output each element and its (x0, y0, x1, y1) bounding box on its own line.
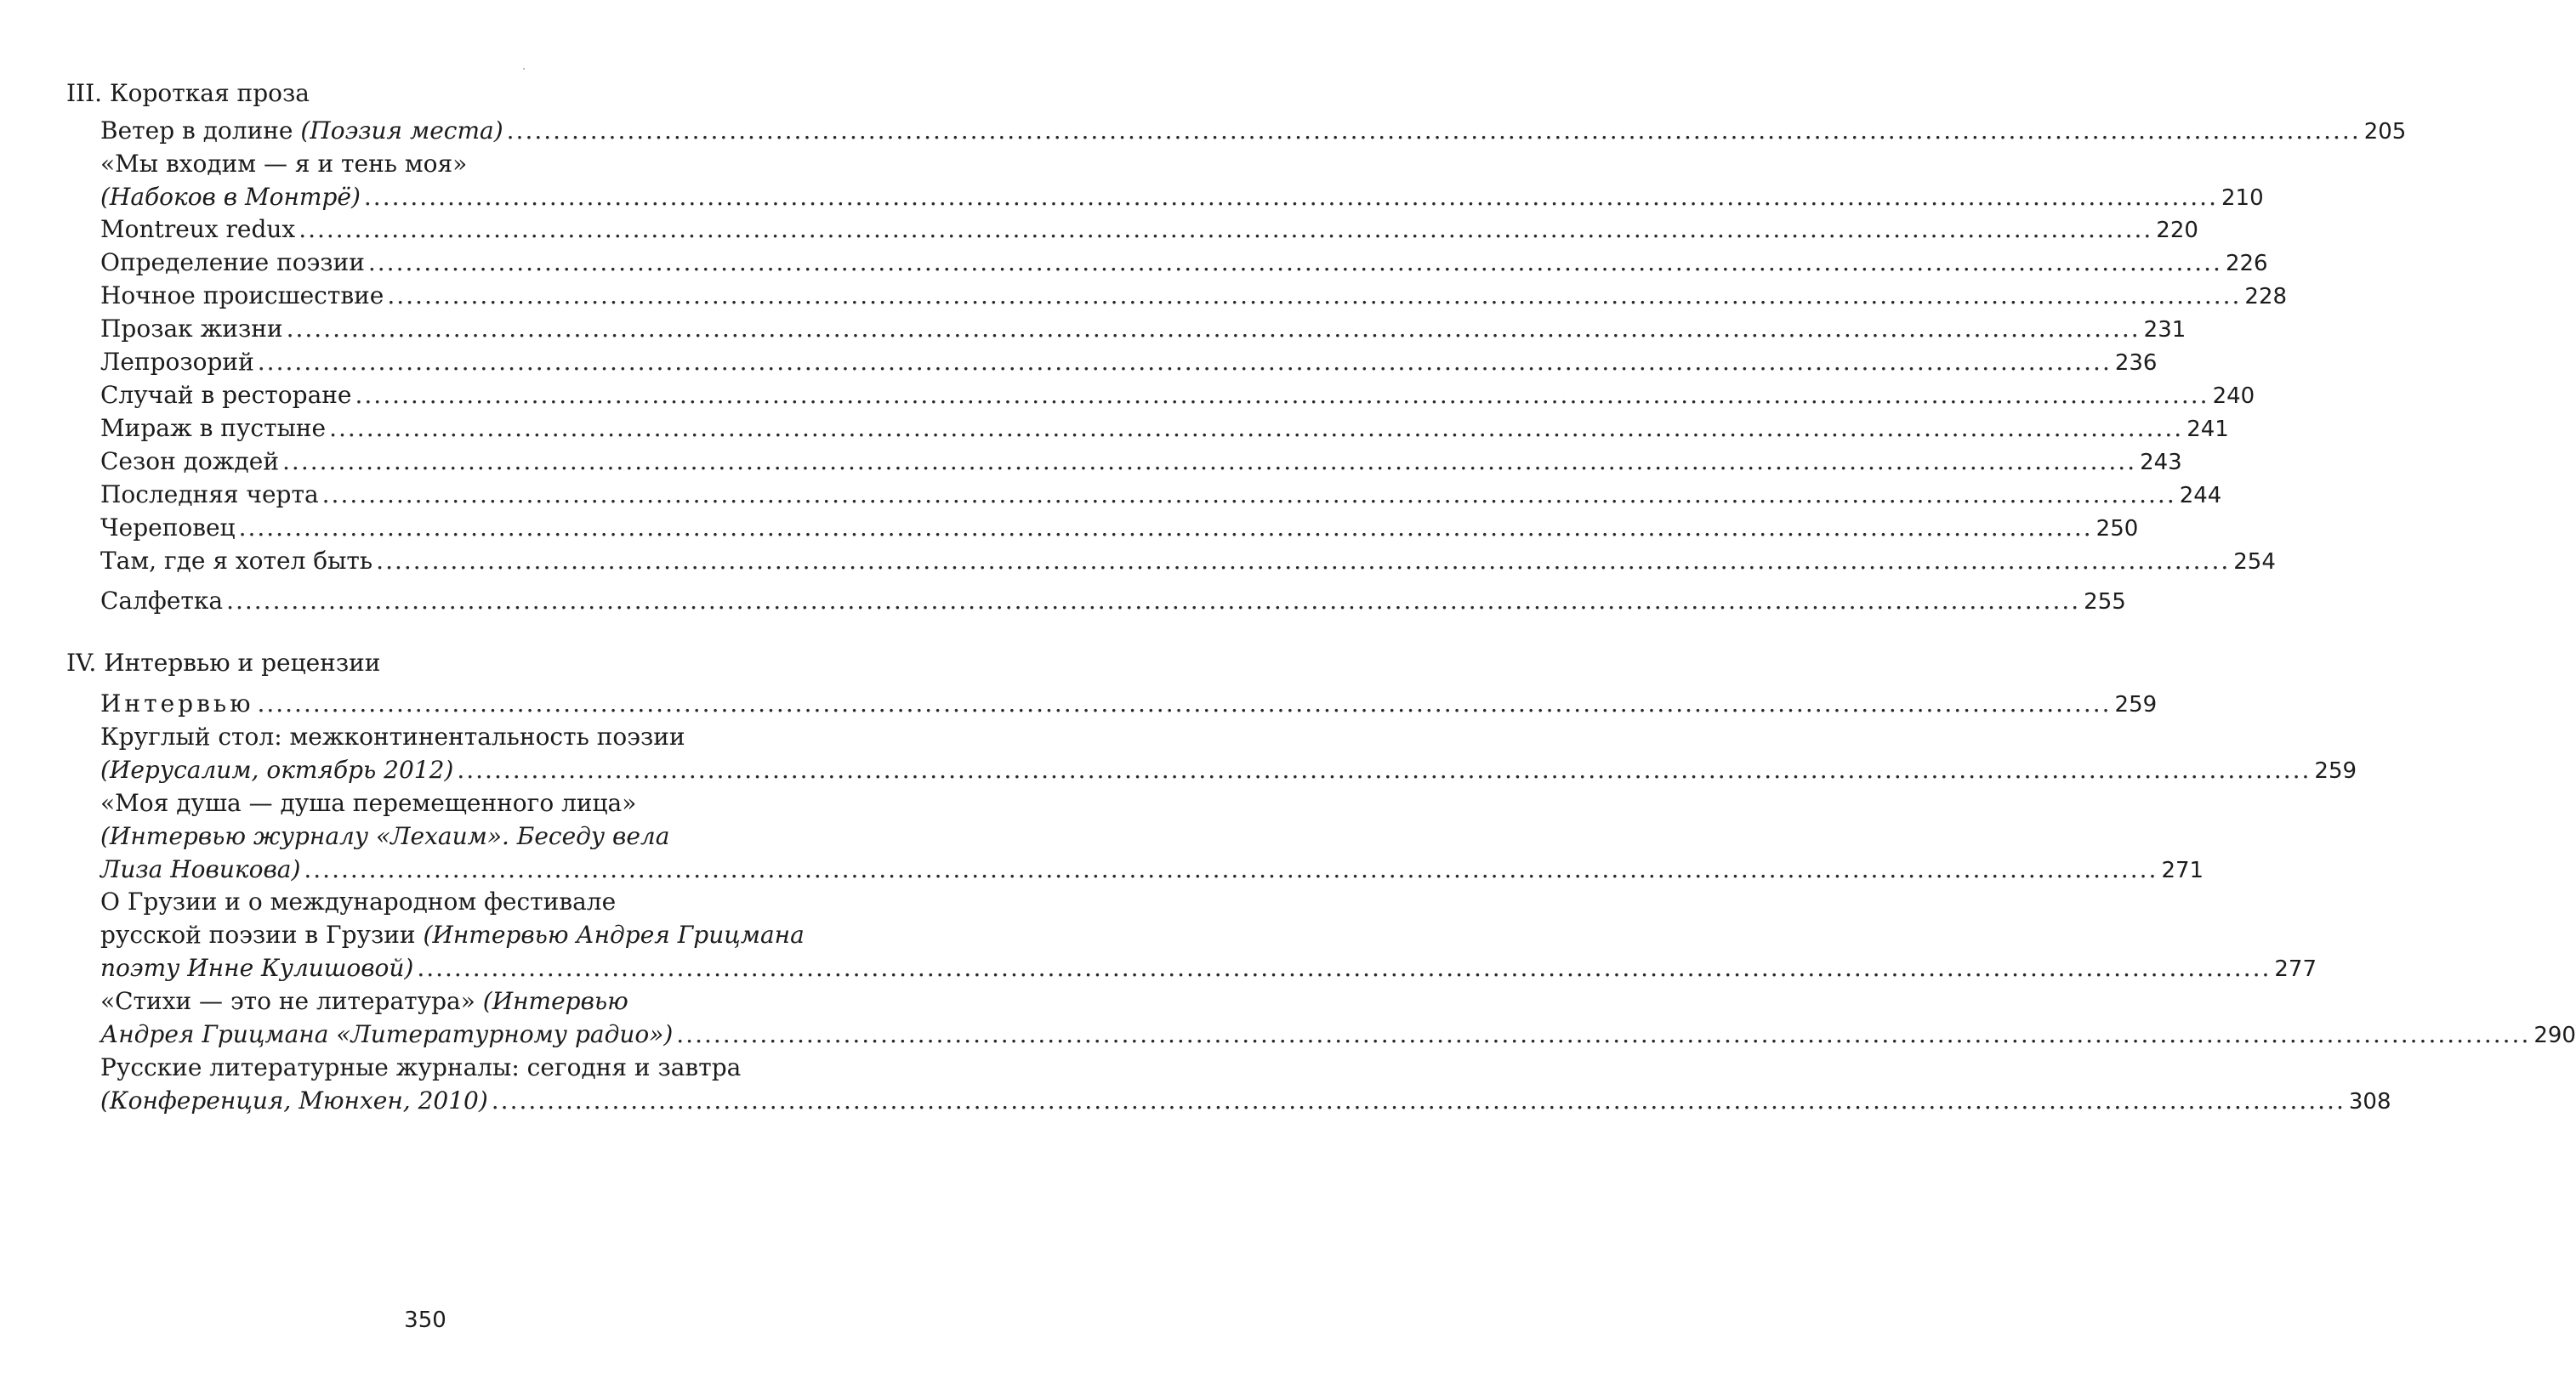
dot-leader: ........................................................................................................................................................................................................ (321, 480, 2176, 508)
entry-page-number: 243 (2140, 450, 2182, 475)
section-title-3: III. Короткая проза (66, 79, 310, 107)
toc-entry-text (100, 114, 503, 147)
toc-entry (100, 312, 2186, 347)
entry-page-number: 254 (2233, 549, 2276, 575)
entry-title: русской поэзии в Грузии (100, 921, 424, 949)
toc-entry-text (100, 1053, 741, 1081)
toc-entry (100, 478, 2222, 513)
entry-title: «Стихи — это не литература» (100, 987, 483, 1015)
entry-title: «Мы входим — я и тень моя» (100, 150, 468, 178)
entry-subtitle: (Поэзия места) (300, 116, 503, 145)
toc-entry-text (100, 180, 361, 213)
entry-title: Прозак жизни (100, 315, 283, 343)
entry-title: Лепрозорий (100, 348, 254, 376)
entry-subtitle: (Конференция, Мюнхен, 2010) (100, 1086, 488, 1115)
toc-entry-text (100, 723, 685, 751)
entry-subtitle: Андрея Грицмана «Литературному радио») (100, 1020, 674, 1048)
toc-entry-text (100, 445, 279, 478)
entry-page-number: 290 (2533, 1023, 2576, 1048)
toc-entry-text (100, 478, 319, 511)
dot-leader: ........................................................................................................................................................................................................ (282, 447, 2137, 475)
toc-entry-text (100, 1018, 673, 1051)
entry-page-number: 255 (2084, 589, 2126, 615)
toc-entry (100, 147, 2264, 215)
entry-page-number: 244 (2179, 483, 2222, 508)
toc-entry-text (100, 789, 636, 817)
toc-entry (100, 279, 2288, 314)
entry-title: Круглый стол: межконтинентальность поэзии (100, 723, 685, 751)
dot-leader: ........................................................................................................................................................................................................ (376, 547, 2231, 575)
dot-leader: ........................................................................................................................................................................................................ (491, 1086, 2346, 1115)
speck (523, 68, 525, 70)
toc-entry (100, 584, 2126, 619)
toc-entry-text (100, 888, 616, 916)
toc-entry-text (100, 1084, 488, 1117)
page-number: 350 (404, 1308, 446, 1333)
entry-page-number: 205 (2363, 119, 2407, 145)
toc-entry-text (100, 345, 254, 378)
toc-entry-text (100, 822, 669, 850)
entry-page-number: 277 (2274, 956, 2317, 982)
toc-entry (100, 114, 2407, 149)
dot-leader: ........................................................................................................................................................................................................ (238, 513, 2093, 542)
toc-entry (100, 445, 2182, 479)
toc-entry-text (100, 544, 372, 577)
toc-entry (100, 544, 2276, 579)
entry-title: Русские литературные журналы: сегодня и завтра (100, 1053, 742, 1081)
dot-leader: ........................................................................................................................................................................................................ (387, 281, 2242, 309)
toc-entry (100, 687, 2158, 722)
entry-page-number: 226 (2225, 251, 2268, 276)
toc-entry-text (100, 584, 223, 617)
entry-title: Ночное происшествие (100, 281, 384, 309)
toc-entry (100, 411, 2229, 446)
dot-leader: ........................................................................................................................................................................................................ (257, 348, 2112, 376)
toc-entry (100, 511, 2139, 546)
dot-leader: ........................................................................................................................................................................................................ (676, 1020, 2531, 1048)
toc-entry-text (100, 853, 300, 886)
entry-title: Интервью (100, 689, 254, 718)
dot-leader: ........................................................................................................................................................................................................ (299, 215, 2153, 243)
dot-leader: ........................................................................................................................................................................................................ (355, 381, 2209, 409)
entry-page-number: 240 (2212, 383, 2255, 409)
dot-leader: ........................................................................................................................................................................................................ (367, 248, 2222, 276)
entry-title: Ветер в долине (100, 116, 301, 145)
toc-entry (100, 246, 2268, 281)
dot-leader: ........................................................................................................................................................................................................ (417, 954, 2272, 982)
entry-subtitle: (Интервью Андрея Грицмана (423, 921, 805, 949)
toc-entry-text (100, 312, 283, 345)
entry-subtitle: Лиза Новикова) (100, 855, 301, 883)
toc-entry-text (100, 687, 253, 720)
toc-entry-text (100, 753, 453, 786)
toc-entry (100, 720, 2357, 788)
entry-subtitle: (Иерусалим, октябрь 2012) (100, 756, 454, 784)
dot-leader: ........................................................................................................................................................................................................ (286, 315, 2141, 343)
toc-entry-text (100, 921, 805, 949)
entry-subtitle: (Набоков в Монтрё) (100, 183, 361, 211)
entry-page-number: 236 (2114, 350, 2158, 376)
entry-title: Мираж в пустыне (100, 414, 327, 442)
entry-page-number: 271 (2161, 858, 2204, 883)
entry-title: Череповец (100, 513, 236, 542)
entry-subtitle: поэту Инне Кулишовой) (100, 954, 414, 982)
dot-leader: ........................................................................................................................................................................................................ (257, 689, 2112, 718)
entry-page-number: 241 (2186, 417, 2229, 442)
toc-entry-text (100, 150, 467, 178)
toc-entry-text (100, 511, 236, 544)
entry-title: Montreux redux (100, 215, 296, 243)
entry-page-number: 228 (2244, 284, 2288, 309)
dot-leader: ........................................................................................................................................................................................................ (226, 587, 2081, 615)
toc-entry-text (100, 411, 326, 445)
entry-page-number: 259 (2314, 758, 2357, 784)
entry-title: Последняя черта (100, 480, 319, 508)
toc-entry-text (100, 378, 352, 411)
toc-entry-text (100, 279, 384, 312)
entry-title: Случай в ресторане (100, 381, 352, 409)
dot-leader: ........................................................................................................................................................................................................ (363, 183, 2218, 211)
entry-title: «Моя душа — душа перемещенного лица» (100, 789, 637, 817)
entry-page-number: 250 (2095, 516, 2139, 542)
entry-title: О Грузии и о международном фестивале (100, 888, 617, 916)
dot-leader: ........................................................................................................................................................................................................ (506, 116, 2361, 145)
dot-leader: ........................................................................................................................................................................................................ (304, 855, 2158, 883)
toc-entry (100, 786, 2204, 888)
toc-entry-text (100, 213, 295, 246)
entry-title: Салфетка (100, 587, 224, 615)
toc-entry (100, 984, 2576, 1052)
entry-page-number: 259 (2114, 692, 2158, 718)
entry-page-number: 231 (2143, 317, 2186, 343)
dot-leader: ........................................................................................................................................................................................................ (329, 414, 2184, 442)
entry-page-number: 210 (2221, 185, 2264, 211)
entry-title: Там, где я хотел быть (100, 547, 373, 575)
entry-page-number: 308 (2348, 1089, 2391, 1115)
entry-subtitle: (Интервью журналу «Лехаим». Беседу вела (100, 822, 670, 850)
toc-entry (100, 1051, 2391, 1119)
toc-entry (100, 885, 2317, 986)
toc-entry-text (100, 951, 413, 984)
toc-entry-text (100, 987, 628, 1015)
section-title-4: IV. Интервью и рецензии (66, 649, 381, 677)
toc-entry-text (100, 246, 365, 279)
toc-entry (100, 213, 2198, 247)
entry-page-number: 220 (2156, 218, 2198, 243)
toc-entry (100, 378, 2255, 413)
entry-title: Определение поэзии (100, 248, 365, 276)
dot-leader: ........................................................................................................................................................................................................ (457, 756, 2312, 784)
entry-subtitle: (Интервью (482, 987, 628, 1015)
toc-entry (100, 345, 2158, 380)
entry-title: Сезон дождей (100, 447, 280, 475)
